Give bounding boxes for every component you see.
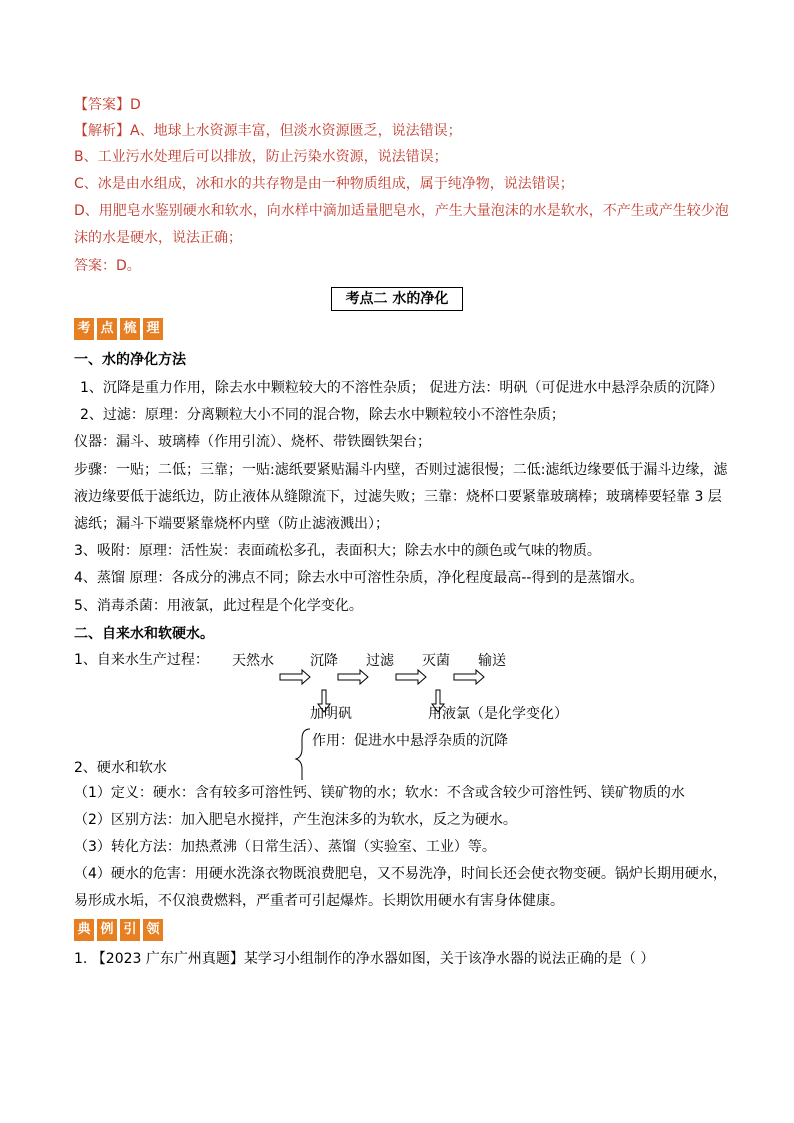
line-distillation: 4、蒸馏 原理：各成分的沸点不同；除去水中可溶性杂质，净化程度最高--得到的是蒸馏水。	[74, 570, 644, 586]
badge-char: 典	[74, 919, 94, 941]
heading-purification-methods: 一、水的净化方法	[74, 352, 186, 368]
analysis-conclusion: 答案：D。	[74, 258, 141, 274]
arrow-right-icon	[454, 670, 484, 684]
arrow-right-icon	[280, 670, 310, 684]
badge-char: 考	[74, 318, 94, 340]
arrow-right-icon	[338, 670, 368, 684]
arrow-right-icon	[396, 670, 426, 684]
line-tap-water-process: 1、自来水生产过程：	[74, 652, 209, 668]
line-hard-soft-water: 2、硬水和软水	[74, 760, 167, 776]
line-hazard-2: 易形成水垢，不仅浪费燃料，严重者可引起爆炸。长期饮用硬水有害身体健康。	[74, 893, 564, 909]
curly-brace-icon	[296, 729, 310, 780]
flow-sub-liquid-chlorine: 用液氯（是化学变化）	[428, 706, 568, 722]
line-conversion: （3）转化方法：加热煮沸（日常生活）、蒸馏（实验室、工业）等。	[74, 839, 496, 855]
line-steps-2: 液边缘要低于滤纸边，防止液体从缝隙流下，过滤失败；三靠：烧杯口要紧靠玻璃棒；玻璃棒要轻靠 3 层	[74, 489, 722, 505]
line-instruments: 仪器：漏斗、玻璃棒（作用引流）、烧杯、带铁圈铁架台；	[74, 434, 431, 450]
badge-char: 梳	[120, 318, 140, 340]
flow-step-sterilization: 灭菌	[422, 653, 450, 669]
line-filtration: 2、过滤：原理：分离颗粒大小不同的混合物，除去水中颗粒较小不溶性杂质；	[80, 407, 565, 423]
analysis-line-c: C、冰是由水组成，冰和水的共存物是由一种物质组成，属于纯净物，说法错误；	[74, 176, 574, 192]
heading-tap-water: 二、自来水和软硬水。	[74, 626, 214, 642]
analysis-line-d2: 沫的水是硬水，说法正确；	[74, 230, 242, 246]
line-adsorption: 3、吸附：原理：活性炭：表面疏松多孔，表面积大；除去水中的颜色或气味的物质。	[74, 543, 601, 559]
line-hazard-1: （4）硬水的危害：用硬水洗涤衣物既浪费肥皂，又不易洗净，时间长还会使衣物变硬。锅炉长期用硬水，	[74, 866, 727, 882]
line-definition: （1）定义：硬水：含有较多可溶性钙、镁矿物的水；软水：不含或含较少可溶性钙、镁矿物质的水	[74, 785, 685, 801]
flow-step-sedimentation: 沉降	[310, 653, 338, 669]
question-1: 1. 【2023 广东广州真题】某学习小组制作的净水器如图，关于该净水器的说法正确的是（ ）	[74, 951, 655, 967]
badge-char: 理	[143, 318, 163, 340]
line-steps-1: 步骤：一贴；二低；三靠；一贴:滤纸要紧贴漏斗内壁，否则过滤很慢；二低:滤纸边缘要低于漏斗边缘，滤	[74, 462, 728, 478]
badge-dianli-yinling	[74, 919, 163, 941]
flow-step-delivery: 输送	[478, 653, 506, 669]
section-title: 考点二 水的净化	[331, 287, 463, 311]
flow-sub-alum: 加明矾	[310, 706, 352, 722]
badge-char: 引	[120, 919, 140, 941]
line-distinguish: （2）区别方法：加入肥皂水搅拌，产生泡沫多的为软水，反之为硬水。	[74, 812, 517, 828]
line-sedimentation: 1、沉降是重力作用，除去水中颗粒较大的不溶性杂质； 促进方法：明矾（可促进水中悬浮杂质的沉降）	[80, 380, 724, 396]
flow-note-function: 作用：促进水中悬浮杂质的沉降	[312, 733, 508, 749]
analysis-label: 【解析】	[74, 123, 130, 139]
badge-char: 点	[97, 318, 117, 340]
flow-step-filtration: 过滤	[366, 653, 394, 669]
badge-char: 领	[143, 919, 163, 941]
flow-step-natural-water: 天然水	[232, 653, 274, 669]
analysis-line-b: B、工业污水处理后可以排放，防止污染水资源，说法错误；	[74, 149, 448, 165]
analysis-line-d: D、用肥皂水鉴别硬水和软水，向水样中滴加适量肥皂水，产生大量泡沫的水是软水，不产生或产生较少泡	[74, 203, 729, 219]
line-steps-3: 滤纸；漏斗下端要紧靠烧杯内壁（防止滤液溅出）；	[74, 516, 389, 532]
badge-char: 例	[97, 919, 117, 941]
analysis-text-a: A、地球上水资源丰富，但淡水资源匮乏，说法错误；	[130, 123, 462, 139]
line-disinfection: 5、消毒杀菌：用液氯，此过程是个化学变化。	[74, 598, 363, 614]
answer-label: 【答案】D	[74, 97, 141, 113]
